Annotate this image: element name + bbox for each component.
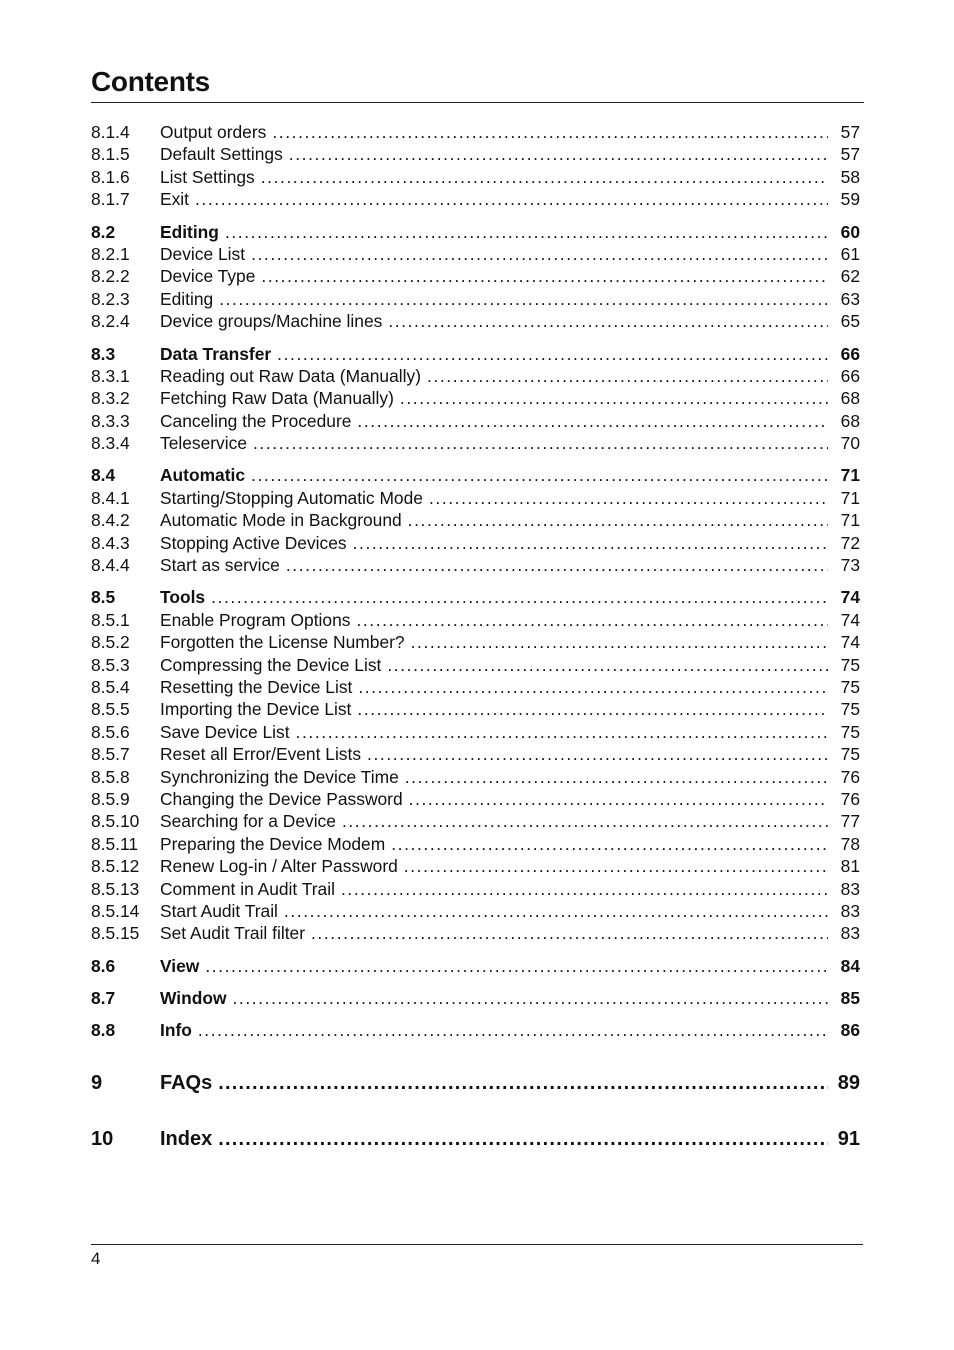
dot-leader xyxy=(357,698,828,720)
toc-entry-title: Resetting the Device List xyxy=(160,676,353,697)
toc-entry-title: Reset all Error/Event Lists xyxy=(160,744,362,765)
toc-entry-page: 75 xyxy=(840,721,860,742)
toc-entry-title: Exit xyxy=(160,189,189,210)
toc-entry-page: 74 xyxy=(840,587,860,608)
dot-leader xyxy=(198,1019,828,1041)
toc-entry-number: 8.8 xyxy=(91,1020,116,1041)
toc-entry[interactable] xyxy=(91,432,860,454)
toc-entry-title: Device groups/Machine lines xyxy=(160,311,383,332)
toc-entry-number: 8.5.9 xyxy=(91,788,130,809)
toc-entry-number: 8.1.4 xyxy=(91,122,130,142)
toc-entry-page: 83 xyxy=(840,900,860,921)
table-of-contents xyxy=(91,121,860,1152)
toc-entry[interactable] xyxy=(91,121,860,143)
toc-entry-number: 8.5.5 xyxy=(91,699,130,720)
toc-entry-title: Window xyxy=(160,988,227,1009)
toc-entry[interactable] xyxy=(91,1070,860,1096)
toc-entry-page: 62 xyxy=(840,266,860,287)
dot-leader xyxy=(404,855,828,877)
toc-entry-number: 8.6 xyxy=(91,955,116,976)
dot-leader xyxy=(218,1070,828,1096)
toc-entry-title: Output orders xyxy=(160,122,267,142)
toc-entry-title: Canceling the Procedure xyxy=(160,410,352,431)
toc-entry-page: 58 xyxy=(840,166,860,187)
toc-entry-number: 8.5.3 xyxy=(91,654,130,675)
toc-entry-number: 8.2.1 xyxy=(91,243,130,264)
toc-entry-number: 8.5.13 xyxy=(91,878,140,899)
toc-entry-title: Teleservice xyxy=(160,433,247,454)
toc-entry[interactable] xyxy=(91,509,860,531)
toc-entry-page: 59 xyxy=(840,189,860,210)
toc-entry-page: 66 xyxy=(840,365,860,386)
toc-entry-title: Enable Program Options xyxy=(160,609,351,630)
dot-leader xyxy=(195,188,828,210)
toc-entry[interactable] xyxy=(91,464,860,486)
toc-entry-number: 8.4.2 xyxy=(91,510,130,531)
toc-entry-page: 60 xyxy=(840,221,860,242)
toc-entry-page: 73 xyxy=(840,555,860,576)
toc-entry-number: 8.3 xyxy=(91,343,116,364)
toc-entry-page: 65 xyxy=(840,311,860,332)
toc-entry-title: Importing the Device List xyxy=(160,699,352,720)
toc-entry-number: 8.5.12 xyxy=(91,856,140,877)
toc-entry-page: 83 xyxy=(840,878,860,899)
dot-leader xyxy=(272,121,828,143)
dot-leader xyxy=(211,586,828,608)
toc-entry[interactable] xyxy=(91,955,860,977)
dot-leader xyxy=(409,788,828,810)
toc-entry[interactable] xyxy=(91,743,860,765)
footer-rule xyxy=(91,1244,863,1245)
toc-entry-title: Editing xyxy=(160,221,219,242)
toc-entry-page: 57 xyxy=(840,144,860,165)
toc-entry-number: 8.5.8 xyxy=(91,766,130,787)
toc-entry[interactable] xyxy=(91,188,860,210)
toc-entry-number: 8.4.1 xyxy=(91,487,130,508)
toc-entry-page: 68 xyxy=(840,388,860,409)
toc-entry-title: Automatic Mode in Background xyxy=(160,510,402,531)
toc-entry-number: 8.4.4 xyxy=(91,555,130,576)
toc-entry-page: 75 xyxy=(840,699,860,720)
toc-entry-page: 63 xyxy=(840,288,860,309)
dot-leader xyxy=(253,432,828,454)
dot-leader xyxy=(427,365,828,387)
toc-entry[interactable] xyxy=(91,922,860,944)
toc-entry-page: 84 xyxy=(840,955,860,976)
toc-entry[interactable] xyxy=(91,387,860,409)
toc-entry-title: Editing xyxy=(160,288,214,309)
toc-entry-page: 75 xyxy=(840,676,860,697)
toc-entry[interactable] xyxy=(91,698,860,720)
dot-leader xyxy=(341,878,828,900)
dot-leader xyxy=(311,922,828,944)
toc-entry-page: 85 xyxy=(840,988,860,1009)
toc-entry-title: Default Settings xyxy=(160,144,283,165)
toc-entry-number: 8.5.11 xyxy=(91,833,139,854)
dot-leader xyxy=(251,464,828,486)
toc-entry-page: 74 xyxy=(840,609,860,630)
toc-entry-title: Start Audit Trail xyxy=(160,900,278,921)
toc-entry-title: View xyxy=(160,955,200,976)
toc-entry[interactable] xyxy=(91,586,860,608)
toc-entry-page: 76 xyxy=(840,788,860,809)
toc-entry-number: 8.1.7 xyxy=(91,189,130,210)
toc-entry-number: 8.5.2 xyxy=(91,632,130,653)
toc-entry-title: Starting/Stopping Automatic Mode xyxy=(160,487,423,508)
toc-entry-number: 8.5.14 xyxy=(91,900,140,921)
toc-entry[interactable] xyxy=(91,310,860,332)
toc-entry-page: 75 xyxy=(840,654,860,675)
toc-entry[interactable] xyxy=(91,631,860,653)
toc-entry-number: 10 xyxy=(91,1127,114,1150)
dot-leader xyxy=(388,310,828,332)
toc-entry-title: Save Device List xyxy=(160,721,290,742)
toc-entry[interactable] xyxy=(91,987,860,1009)
toc-entry[interactable] xyxy=(91,410,860,432)
toc-entry-number: 8.5.6 xyxy=(91,721,130,742)
toc-entry-page: 86 xyxy=(840,1020,860,1041)
dot-leader xyxy=(289,143,828,165)
toc-entry-number: 8.5.7 xyxy=(91,744,130,765)
toc-entry-title: Comment in Audit Trail xyxy=(160,878,335,899)
toc-entry-number: 9 xyxy=(91,1071,103,1094)
toc-entry[interactable] xyxy=(91,265,860,287)
toc-entry-number: 8.4.3 xyxy=(91,532,130,553)
dot-leader xyxy=(225,221,828,243)
toc-entry[interactable] xyxy=(91,609,860,631)
page-title: Contents xyxy=(91,66,210,97)
toc-entry-page: 78 xyxy=(840,833,860,854)
dot-leader xyxy=(353,532,828,554)
toc-entry-page: 77 xyxy=(840,811,860,832)
toc-entry-title: Reading out Raw Data (Manually) xyxy=(160,365,421,386)
toc-entry[interactable] xyxy=(91,487,860,509)
toc-entry[interactable] xyxy=(91,766,860,788)
dot-leader xyxy=(218,1126,828,1152)
toc-entry[interactable] xyxy=(91,1019,860,1041)
dot-leader xyxy=(284,900,828,922)
toc-entry-title: Synchronizing the Device Time xyxy=(160,766,399,787)
toc-entry-title: Start as service xyxy=(160,555,280,576)
toc-entry-number: 8.1.5 xyxy=(91,144,130,165)
dot-leader xyxy=(277,343,828,365)
dot-leader xyxy=(219,288,828,310)
toc-entry[interactable] xyxy=(91,676,860,698)
dot-leader xyxy=(205,955,828,977)
toc-entry[interactable] xyxy=(91,721,860,743)
toc-entry[interactable] xyxy=(91,788,860,810)
dot-leader xyxy=(357,410,828,432)
page-number: 4 xyxy=(91,1249,101,1268)
toc-entry-title: Preparing the Device Modem xyxy=(160,833,386,854)
toc-entry-page: 81 xyxy=(840,856,860,877)
toc-entry-title: Device List xyxy=(160,243,246,264)
dot-leader xyxy=(286,554,828,576)
toc-entry-page: 71 xyxy=(840,465,860,486)
toc-entry-title: Compressing the Device List xyxy=(160,654,382,675)
toc-entry-title: Changing the Device Password xyxy=(160,788,403,809)
toc-entry-number: 8.2 xyxy=(91,221,116,242)
dot-leader xyxy=(367,743,828,765)
toc-entry[interactable] xyxy=(91,221,860,243)
toc-entry-title: List Settings xyxy=(160,166,255,187)
toc-entry-title: Forgotten the License Number? xyxy=(160,632,405,653)
toc-entry-title: Renew Log-in / Alter Password xyxy=(160,856,398,877)
toc-entry[interactable] xyxy=(91,878,860,900)
dot-leader xyxy=(261,166,828,188)
toc-entry-number: 8.2.2 xyxy=(91,266,130,287)
dot-leader xyxy=(408,509,828,531)
toc-entry[interactable] xyxy=(91,855,860,877)
toc-entry-page: 89 xyxy=(837,1071,860,1094)
toc-entry-page: 74 xyxy=(840,632,860,653)
toc-entry-title: Searching for a Device xyxy=(160,811,336,832)
toc-entry-number: 8.5.10 xyxy=(91,811,140,832)
toc-entry-title: FAQs xyxy=(160,1071,213,1094)
toc-entry-number: 8.3.1 xyxy=(91,365,130,386)
toc-entry-page: 71 xyxy=(840,510,860,531)
toc-entry[interactable] xyxy=(91,554,860,576)
toc-entry[interactable] xyxy=(91,532,860,554)
toc-entry-page: 76 xyxy=(840,766,860,787)
toc-entry-number: 8.3.2 xyxy=(91,388,130,409)
toc-entry-title: Fetching Raw Data (Manually) xyxy=(160,388,394,409)
toc-entry-number: 8.3.3 xyxy=(91,410,130,431)
dot-leader xyxy=(387,654,828,676)
toc-entry-page: 70 xyxy=(840,433,860,454)
dot-leader xyxy=(429,487,828,509)
dot-leader xyxy=(411,631,828,653)
dot-leader xyxy=(358,676,828,698)
toc-entry-page: 91 xyxy=(837,1127,860,1150)
toc-entry-title: Info xyxy=(160,1020,192,1041)
toc-entry-number: 8.2.3 xyxy=(91,288,130,309)
dot-leader xyxy=(251,243,828,265)
dot-leader xyxy=(391,833,828,855)
toc-entry-number: 8.5.15 xyxy=(91,923,140,944)
toc-entry-title: Device Type xyxy=(160,266,256,287)
toc-entry[interactable] xyxy=(91,343,860,365)
dot-leader xyxy=(233,987,829,1009)
toc-entry[interactable] xyxy=(91,243,860,265)
toc-entry-page: 66 xyxy=(840,343,860,364)
toc-entry-number: 8.5.1 xyxy=(91,609,130,630)
toc-entry-number: 8.5 xyxy=(91,587,116,608)
toc-entry[interactable] xyxy=(91,654,860,676)
toc-entry-number: 8.3.4 xyxy=(91,433,130,454)
toc-entry[interactable] xyxy=(91,900,860,922)
dot-leader xyxy=(261,265,828,287)
toc-entry-page: 71 xyxy=(840,487,860,508)
dot-leader xyxy=(296,721,828,743)
toc-entry[interactable] xyxy=(91,288,860,310)
toc-entry-page: 57 xyxy=(840,122,860,142)
toc-entry-number: 8.4 xyxy=(91,465,116,486)
toc-entry[interactable] xyxy=(91,143,860,165)
toc-entry[interactable] xyxy=(91,166,860,188)
toc-entry-title: Automatic xyxy=(160,465,246,486)
toc-entry-page: 75 xyxy=(840,744,860,765)
toc-entry[interactable] xyxy=(91,833,860,855)
toc-entry[interactable] xyxy=(91,365,860,387)
toc-entry-number: 8.1.6 xyxy=(91,166,130,187)
toc-entry[interactable] xyxy=(91,810,860,832)
toc-entry-title: Stopping Active Devices xyxy=(160,532,347,553)
dot-leader xyxy=(356,609,828,631)
toc-entry-title: Set Audit Trail filter xyxy=(160,923,305,944)
toc-entry-page: 83 xyxy=(840,923,860,944)
header-rule xyxy=(91,102,864,103)
dot-leader xyxy=(405,766,828,788)
toc-entry-page: 61 xyxy=(840,243,860,264)
toc-entry-page: 68 xyxy=(840,410,860,431)
toc-entry-title: Data Transfer xyxy=(160,343,272,364)
dot-leader xyxy=(400,387,828,409)
toc-entry-number: 8.7 xyxy=(91,988,116,1009)
toc-entry-number: 8.2.4 xyxy=(91,311,130,332)
toc-entry-title: Tools xyxy=(160,587,206,608)
dot-leader xyxy=(342,810,828,832)
toc-entry-page: 72 xyxy=(840,532,860,553)
toc-entry[interactable] xyxy=(91,1126,860,1152)
toc-entry-title: Index xyxy=(160,1127,213,1150)
toc-entry-number: 8.5.4 xyxy=(91,676,130,697)
